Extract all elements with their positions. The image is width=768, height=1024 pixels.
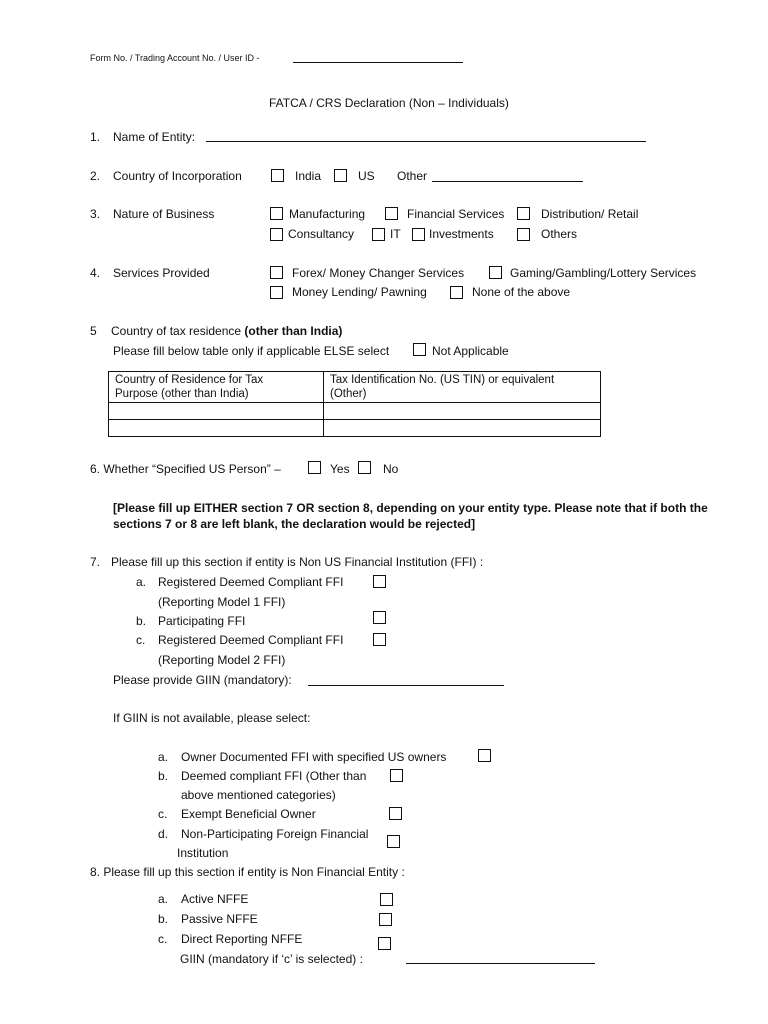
gaming-label: Gaming/Gambling/Lottery Services: [510, 266, 697, 280]
q8-item-c-letter: c.: [158, 932, 168, 946]
q7-label: Please fill up this section if entity is Non US Financial Institution (FFI) :: [111, 555, 484, 569]
manufacturing-checkbox[interactable]: [270, 207, 283, 220]
financial-services-checkbox[interactable]: [385, 207, 398, 220]
q1-number: 1.: [90, 130, 101, 144]
forex-checkbox[interactable]: [270, 266, 283, 279]
not-applicable-checkbox[interactable]: [413, 343, 426, 356]
q5-instruction: Please fill below table only if applicable ELSE select: [113, 344, 390, 358]
india-checkbox[interactable]: [271, 169, 284, 182]
giin-field[interactable]: [308, 685, 504, 686]
q5-label: Country of tax residence (other than India): [111, 324, 343, 338]
q8-item-c-label: Direct Reporting NFFE: [181, 932, 303, 946]
q7-item-a-sublabel: (Reporting Model 1 FFI): [158, 595, 286, 609]
alt-item-a-label: Owner Documented FFI with specified US owners: [181, 750, 447, 764]
consultancy-checkbox[interactable]: [270, 228, 283, 241]
q7-item-b-letter: b.: [136, 614, 147, 628]
alt-item-d-letter: d.: [158, 827, 169, 841]
reporting-model1-checkbox[interactable]: [373, 575, 386, 588]
q2-number: 2.: [90, 169, 101, 183]
q1-label: Name of Entity:: [113, 130, 196, 144]
none-above-checkbox[interactable]: [450, 286, 463, 299]
yes-label: Yes: [330, 462, 350, 476]
distribution-retail-label: Distribution/ Retail: [541, 207, 639, 221]
section-note-line-2: sections 7 or 8 are left blank, the declaration would be rejected]: [113, 517, 476, 531]
alt-item-b-letter: b.: [158, 769, 169, 783]
q8-item-a-label: Active NFFE: [181, 892, 249, 906]
q6-label: 6. Whether “Specified US Person” –: [90, 462, 281, 476]
table-header-tin: Tax Identification No. (US TIN) or equivalent (Other): [324, 372, 601, 403]
form-id-label: Form No. / Trading Account No. / User ID -: [90, 53, 260, 63]
q7-item-c-label: Registered Deemed Compliant FFI: [158, 633, 344, 647]
section-note-line-1: [Please fill up EITHER section 7 OR section 8, depending on your entity type. Please note that if both the: [113, 501, 708, 515]
q8-giin-label: GIIN (mandatory if ‘c’ is selected) :: [180, 952, 363, 966]
no-label: No: [383, 462, 399, 476]
other-country-label: Other: [397, 169, 428, 183]
gaming-checkbox[interactable]: [489, 266, 502, 279]
india-label: India: [295, 169, 322, 183]
q8-item-b-letter: b.: [158, 912, 169, 926]
distribution-retail-checkbox[interactable]: [517, 207, 530, 220]
alt-item-b-sublabel: above mentioned categories): [181, 788, 336, 802]
entity-name-field[interactable]: [206, 141, 646, 142]
q8-item-a-letter: a.: [158, 892, 169, 906]
q7-item-c-sublabel: (Reporting Model 2 FFI): [158, 653, 286, 667]
it-checkbox[interactable]: [372, 228, 385, 241]
money-lending-label: Money Lending/ Pawning: [292, 285, 427, 299]
q7-item-c-letter: c.: [136, 633, 146, 647]
no-giin-label: If GIIN is not available, please select:: [113, 711, 311, 725]
table-cell-tin-2[interactable]: [324, 420, 601, 437]
passive-nffe-checkbox[interactable]: [379, 913, 392, 926]
page-title: FATCA / CRS Declaration (Non – Individuals): [269, 96, 509, 110]
table-header-country: Country of Residence for Tax Purpose (other than India): [109, 372, 324, 403]
investments-checkbox[interactable]: [412, 228, 425, 241]
none-above-label: None of the above: [472, 285, 571, 299]
q4-label: Services Provided: [113, 266, 210, 280]
it-label: IT: [390, 227, 401, 241]
q3-number: 3.: [90, 207, 101, 221]
alt-item-a-letter: a.: [158, 750, 169, 764]
form-id-field[interactable]: [293, 62, 463, 63]
others-checkbox[interactable]: [517, 228, 530, 241]
us-person-no-checkbox[interactable]: [358, 461, 371, 474]
forex-label: Forex/ Money Changer Services: [292, 266, 465, 280]
q7-item-a-label: Registered Deemed Compliant FFI: [158, 575, 344, 589]
investments-label: Investments: [429, 227, 494, 241]
financial-services-label: Financial Services: [407, 207, 505, 221]
exempt-owner-checkbox[interactable]: [389, 807, 402, 820]
q7-number: 7.: [90, 555, 101, 569]
other-country-field[interactable]: [432, 181, 583, 182]
non-participating-checkbox[interactable]: [387, 835, 400, 848]
alt-item-d-sublabel: Institution: [177, 846, 229, 860]
participating-ffi-checkbox[interactable]: [373, 611, 386, 624]
alt-item-c-letter: c.: [158, 807, 168, 821]
q8-giin-field[interactable]: [406, 963, 595, 964]
table-cell-country-1[interactable]: [109, 403, 324, 420]
q4-number: 4.: [90, 266, 101, 280]
others-label: Others: [541, 227, 578, 241]
giin-label: Please provide GIIN (mandatory):: [113, 673, 292, 687]
q5-number: 5: [90, 324, 97, 338]
deemed-compliant-checkbox[interactable]: [390, 769, 403, 782]
table-cell-tin-1[interactable]: [324, 403, 601, 420]
q8-label: 8. Please fill up this section if entity is Non Financial Entity :: [90, 865, 405, 879]
alt-item-c-label: Exempt Beneficial Owner: [181, 807, 316, 821]
us-label: US: [358, 169, 375, 183]
us-person-yes-checkbox[interactable]: [308, 461, 321, 474]
money-lending-checkbox[interactable]: [270, 286, 283, 299]
tax-residence-table: [108, 371, 601, 437]
us-checkbox[interactable]: [334, 169, 347, 182]
alt-item-d-label: Non-Participating Foreign Financial: [181, 827, 369, 841]
table-cell-country-2[interactable]: [109, 420, 324, 437]
q8-item-b-label: Passive NFFE: [181, 912, 258, 926]
q3-label: Nature of Business: [113, 207, 215, 221]
reporting-model2-checkbox[interactable]: [373, 633, 386, 646]
owner-documented-checkbox[interactable]: [478, 749, 491, 762]
consultancy-label: Consultancy: [288, 227, 355, 241]
q7-item-b-label: Participating FFI: [158, 614, 246, 628]
active-nffe-checkbox[interactable]: [380, 893, 393, 906]
not-applicable-label: Not Applicable: [432, 344, 509, 358]
q2-label: Country of Incorporation: [113, 169, 242, 183]
q7-item-a-letter: a.: [136, 575, 147, 589]
direct-reporting-checkbox[interactable]: [378, 937, 391, 950]
alt-item-b-label: Deemed compliant FFI (Other than: [181, 769, 367, 783]
manufacturing-label: Manufacturing: [289, 207, 366, 221]
